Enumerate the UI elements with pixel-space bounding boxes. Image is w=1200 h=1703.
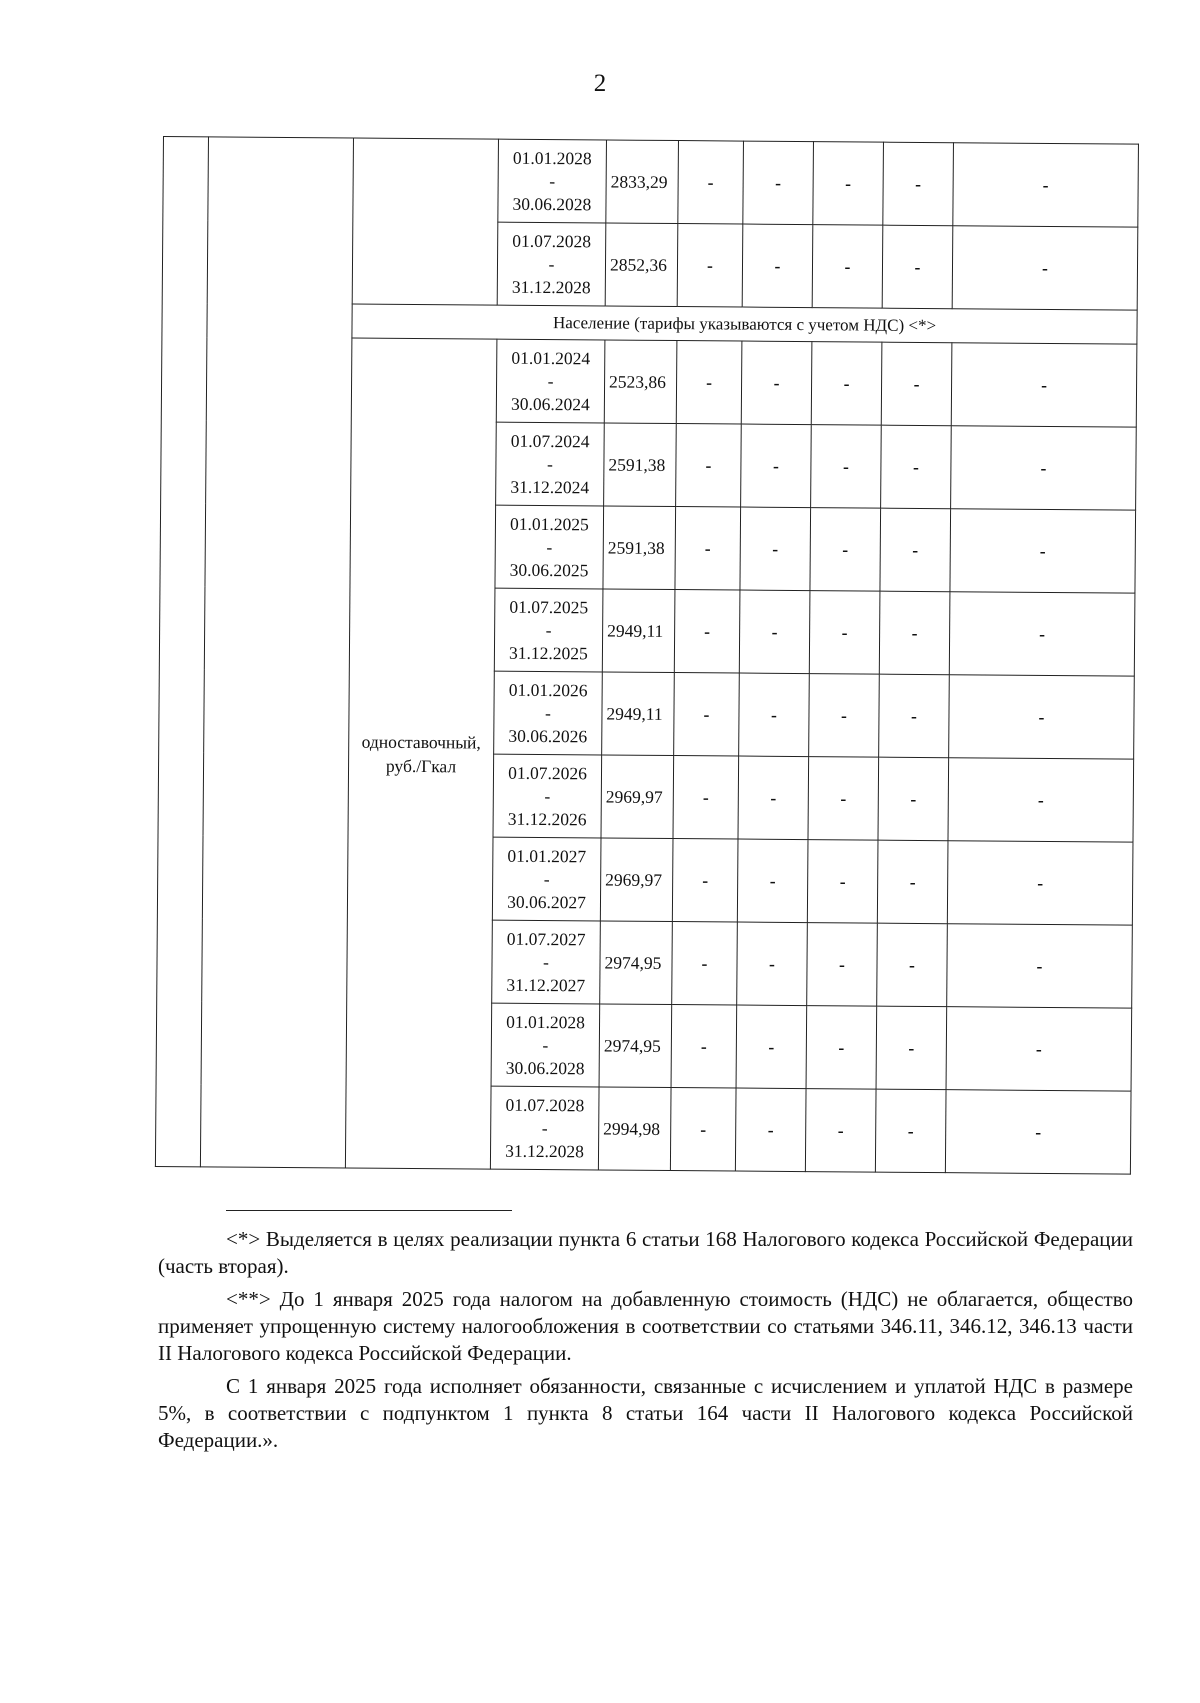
period-end: 30.06.2027 [507, 891, 586, 912]
period-sep: - [548, 253, 555, 274]
tariff-table [155, 136, 1139, 1175]
empty-value-dash: - [950, 509, 1136, 593]
population-group-header: Население (тарифы указываются с учетом НДС) <*> [352, 304, 1137, 344]
tariff-value: 2523,86 [604, 340, 677, 424]
period-cell [494, 671, 603, 755]
period-sep: - [546, 536, 553, 557]
tariff-value: 2994,98 [598, 1087, 671, 1171]
empty-value-dash: - [881, 342, 952, 426]
empty-value-dash: - [677, 224, 743, 308]
empty-value-dash: - [807, 923, 878, 1007]
empty-value-dash: - [676, 424, 742, 508]
period-cell [496, 339, 605, 423]
period-sep: - [546, 453, 553, 474]
period-cell [492, 837, 601, 921]
period-end: 31.12.2024 [510, 476, 590, 497]
footnotes [158, 1226, 1133, 1460]
period-end: 30.06.2028 [512, 193, 592, 214]
table-body [155, 137, 1138, 1175]
empty-value-dash: - [953, 143, 1139, 227]
empty-value-dash: - [736, 1005, 807, 1089]
tariff-value: 2949,11 [602, 589, 675, 673]
period-sep: - [543, 951, 550, 972]
empty-value-dash: - [739, 590, 810, 674]
footnote-vat-allocation: <*> Выделяется в целях реализации пункта 6 статьи 168 Налогового кодекса Российской Федерации (часть вторая). [158, 1227, 1133, 1278]
empty-value-dash: - [742, 224, 813, 308]
empty-value-dash: - [878, 757, 949, 841]
empty-value-dash: - [879, 591, 950, 675]
period-cell [492, 920, 601, 1004]
empty-value-dash: - [740, 507, 811, 591]
period-start: 01.07.2025 [509, 596, 589, 617]
tariff-value: 2969,97 [601, 755, 674, 839]
period-sep: - [549, 170, 556, 191]
empty-value-dash: - [876, 1006, 947, 1090]
empty-value-dash: - [811, 342, 882, 426]
period-start: 01.07.2024 [510, 430, 590, 451]
period-cell [491, 1003, 600, 1087]
period-cell [490, 1086, 599, 1170]
empty-value-dash: - [737, 922, 808, 1006]
footnote-vat-exemption: <**> До 1 января 2025 года налогом на добавленную стоимость (НДС) не облагается, общество применяет упрощенную систему налогообложения в соответствии со статьями 346.11, 346.12, 346.13 части II Налогового кодекса Российской Федерации. [158, 1287, 1133, 1365]
period-cell [493, 754, 602, 838]
tariff-value: 2949,11 [602, 672, 675, 756]
empty-value-dash: - [671, 1005, 737, 1089]
period-cell [496, 422, 605, 506]
empty-value-dash: - [883, 142, 954, 226]
empty-value-dash: - [813, 142, 884, 226]
period-start: 01.01.2028 [512, 147, 592, 168]
empty-value-dash: - [670, 1088, 736, 1172]
period-end: 31.12.2028 [511, 276, 591, 297]
tariff-value: 2591,38 [604, 423, 677, 507]
period-end: 30.06.2025 [509, 559, 589, 580]
period-sep: - [544, 785, 551, 806]
footnote-vat-2025: С 1 января 2025 года исполняет обязанности, связанные с исчислением и уплатой НДС в размере 5%, в соответствии с подпунктом 1 пункта 8 статьи 164 части II Налогового кодекса Российской Федерации.». [158, 1374, 1133, 1452]
period-sep: - [547, 370, 554, 391]
period-start: 01.07.2028 [505, 1094, 585, 1115]
empty-value-dash: - [811, 425, 882, 509]
empty-value-dash: - [674, 590, 740, 674]
empty-value-dash: - [877, 840, 948, 924]
empty-value-dash: - [735, 1088, 806, 1172]
empty-value-dash: - [739, 673, 810, 757]
empty-value-dash: - [952, 226, 1138, 310]
empty-value-dash: - [674, 673, 740, 757]
empty-value-dash: - [877, 923, 948, 1007]
tariff-value: 2974,95 [600, 921, 673, 1005]
period-end: 30.06.2024 [510, 393, 590, 414]
period-end: 31.12.2025 [509, 642, 588, 663]
empty-value-dash: - [949, 675, 1135, 759]
empty-value-dash: - [672, 922, 738, 1006]
period-start: 01.01.2025 [510, 513, 589, 534]
empty-value-dash: - [948, 758, 1134, 842]
period-cell [494, 588, 603, 672]
empty-value-dash: - [806, 1006, 877, 1090]
empty-value-dash: - [807, 840, 878, 924]
period-start: 01.01.2028 [506, 1011, 586, 1032]
tariff-type-unit-label: одноставочный, руб./Гкал [345, 338, 497, 1169]
empty-value-dash: - [741, 341, 812, 425]
period-sep: - [542, 1034, 549, 1055]
period-sep: - [545, 619, 552, 640]
tariff-value: 2969,97 [600, 838, 673, 922]
empty-value-dash: - [947, 841, 1133, 925]
period-end: 31.12.2028 [505, 1140, 584, 1161]
empty-value-dash: - [672, 839, 738, 923]
empty-value-dash: - [949, 592, 1135, 676]
tariff-value: 2833,29 [606, 140, 679, 224]
empty-value-dash: - [675, 507, 741, 591]
index-column-cell [155, 137, 208, 1167]
empty-value-dash: - [951, 426, 1137, 510]
period-end: 31.12.2026 [507, 808, 587, 829]
period-end: 30.06.2026 [508, 725, 588, 746]
empty-value-dash: - [945, 1090, 1131, 1174]
period-start: 01.07.2026 [508, 762, 587, 783]
empty-value-dash: - [673, 756, 739, 840]
period-end: 31.12.2027 [506, 974, 586, 995]
organization-column-cell [200, 137, 353, 1168]
period-start: 01.01.2024 [511, 347, 591, 368]
period-cell [498, 139, 607, 223]
empty-value-dash: - [881, 425, 952, 509]
empty-value-dash: - [678, 141, 744, 225]
empty-value-dash: - [810, 508, 881, 592]
empty-value-dash: - [882, 225, 953, 309]
empty-value-dash: - [741, 424, 812, 508]
period-sep: - [543, 868, 550, 889]
period-start: 01.07.2028 [512, 230, 592, 251]
empty-value-dash: - [879, 674, 950, 758]
empty-value-dash: - [809, 591, 880, 675]
empty-value-dash: - [812, 225, 883, 309]
period-sep: - [544, 702, 551, 723]
empty-value-dash: - [947, 924, 1133, 1008]
period-start: 01.07.2027 [506, 928, 586, 949]
period-sep: - [541, 1117, 548, 1138]
empty-value-dash: - [946, 1007, 1132, 1091]
empty-value-dash: - [809, 674, 880, 758]
tariff-value: 2591,38 [603, 506, 676, 590]
empty-value-dash: - [808, 757, 879, 841]
period-end: 30.06.2028 [505, 1057, 585, 1078]
tariff-value: 2852,36 [605, 223, 678, 307]
tariff-value: 2974,95 [599, 1004, 672, 1088]
empty-value-dash: - [951, 343, 1137, 427]
empty-value-dash: - [805, 1089, 876, 1173]
period-cell [495, 505, 604, 589]
table-row [163, 137, 1139, 228]
empty-value-dash: - [880, 508, 951, 592]
empty-value-dash: - [738, 756, 809, 840]
empty-value-dash: - [875, 1089, 946, 1173]
empty-value-dash: - [676, 341, 742, 425]
footnote-divider [226, 1210, 512, 1211]
period-start: 01.01.2026 [508, 679, 588, 700]
empty-value-dash: - [737, 839, 808, 923]
empty-value-dash: - [743, 141, 814, 225]
page-number: 2 [593, 70, 607, 97]
tariff-type-cell-top [352, 138, 498, 305]
period-cell [497, 222, 606, 306]
period-start: 01.01.2027 [507, 845, 587, 866]
